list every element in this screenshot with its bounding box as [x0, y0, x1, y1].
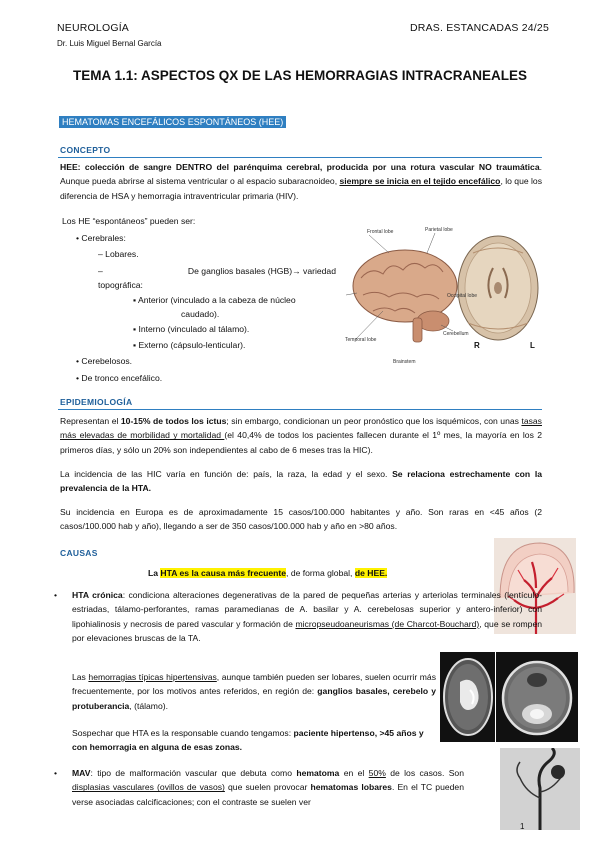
- bullet-marker: •: [54, 590, 58, 600]
- list-item: • De tronco encefálico.: [76, 373, 163, 383]
- hta-cronica-paragraph: HTA crónica: condiciona alteraciones degenerativas de la pared de pequeñas arterias y arteriolas terminales (lentículo-estriadas, tálamo-perforantes, ramas paramedianas de A. basilar y A. cerebelosas superior y antero-inferior) con lipohialinosis y necrosis de pared vascular y formación de micropseudoaneurismas (de Charcot-Bouchard), que se rompen por elevaciones bruscas de la TA.: [72, 590, 543, 644]
- epidemiologia-label: EPIDEMIOLOGÍA: [60, 397, 133, 407]
- figure-label: Brainstem: [393, 359, 416, 365]
- course-header: DRAS. ESTANCADAS 24/25: [410, 22, 550, 34]
- subject-header: NEUROLOGÍA: [57, 22, 130, 34]
- list-item: ▪ Anterior (vinculado a la cabeza de núcleo caudado).: [133, 295, 296, 320]
- author: Dr. Luis Miguel Bernal García: [57, 39, 162, 48]
- figure-r-label: R: [474, 341, 480, 350]
- epidemiologia-paragraph-3: Su incidencia en Europa es de aproximadamente 15 casos/100.000 habitantes y año. Son raras en <45 años (2 casos/100.000 hab y año), llegando a ser de 350 casos/100.000 hab y año en >80 años.: [60, 507, 542, 532]
- figure-l-label: L: [530, 341, 535, 350]
- ct-scan-image-2: [496, 652, 578, 742]
- epidemiologia-paragraph-1: Representan el 10-15% de todos los ictus; sin embargo, condicionan un peor pronóstico que los isquémicos, con unas tasas más elevadas de morbilidad y mortalidad (el 40,4% de todos los pacientes fallecen durante el 1º mes, la mayoría en los 2 primeros días, y sólo un 20% son independientes al cabo de 6 meses tras la HIC).: [60, 416, 543, 455]
- list-item: ▪ Externo (cápsulo-lenticular).: [133, 340, 246, 350]
- figure-label: Cerebellum: [443, 331, 469, 337]
- page-title: TEMA 1.1: ASPECTOS QX DE LAS HEMORRAGIAS INTRACRANEALES: [72, 68, 528, 83]
- mav-angiogram-image: [500, 748, 580, 830]
- section-heading: HEMATOMAS ENCEFÁLICOS ESPONTÁNEOS (HEE): [59, 116, 286, 128]
- causas-lead: La HTA es la causa más frecuente, de forma global, de HEE.: [148, 568, 388, 578]
- ct-scan-image-1: [440, 652, 495, 742]
- page-number: 1: [520, 822, 525, 831]
- concepto-paragraph: HEE: colección de sangre DENTRO del parénquima cerebral, producida por una rotura vascular NO traumática. Aunque pueda abrirse al sistema ventricular o al espacio subaracnoideo, siempre se inicia en el tejido encefálico, lo que los diferencia de HSA y hemorragia intraventricular primaria (HIV).: [60, 162, 543, 201]
- list-item: • Cerebelosos.: [76, 356, 133, 366]
- list-item: • Cerebrales:: [76, 233, 126, 243]
- epidemiologia-paragraph-2: La incidencia de las HIC varía en función de: país, la raza, la edad y el sexo. Se relaciona estrechamente con la prevalencia de la HTA.: [60, 469, 542, 494]
- causas-label: CAUSAS: [60, 548, 98, 558]
- figure-label: Temporal lobe: [345, 337, 377, 343]
- figure-label: Parietal lobe: [425, 227, 453, 233]
- epidemiologia-rule: [58, 409, 542, 410]
- tipicas-paragraph: Las hemorragias típicas hipertensivas, aunque también pueden ser lobares, suelen ocurrir más frecuentemente, por los motivos antes referidos, en región de: ganglios basales, cerebelo y protuberancia, (tálamo).: [72, 672, 436, 711]
- list-item: – Lobares.: [98, 249, 139, 259]
- types-intro: Los HE “espontáneos” pueden ser:: [62, 216, 196, 226]
- concepto-rule: [58, 157, 542, 158]
- figure-label: Frontal lobe: [367, 229, 394, 235]
- figure-label: Occipital lobe: [447, 293, 478, 299]
- list-item: ▪ Interno (vinculado al tálamo).: [133, 324, 250, 334]
- sospecha-paragraph: Sospechar que HTA es la responsable cuando tengamos: paciente hipertenso, >45 años y con hemorragia en alguna de esas zonas.: [72, 728, 424, 753]
- mav-paragraph: MAV: tipo de malformación vascular que debuta como hematoma en el 50% de los casos. Son displasias vasculares (ovillos de vasos) que suelen provocar hematomas lobares. En el TC pueden verse asociadas calcificaciones; con el contraste se suelen ver: [72, 768, 464, 807]
- concepto-label: CONCEPTO: [60, 145, 111, 155]
- brain-anatomy-figure: [343, 223, 543, 373]
- bullet-marker: •: [54, 768, 58, 778]
- list-item: – De ganglios basales (HGB)→ variedad topográfica:: [98, 266, 336, 291]
